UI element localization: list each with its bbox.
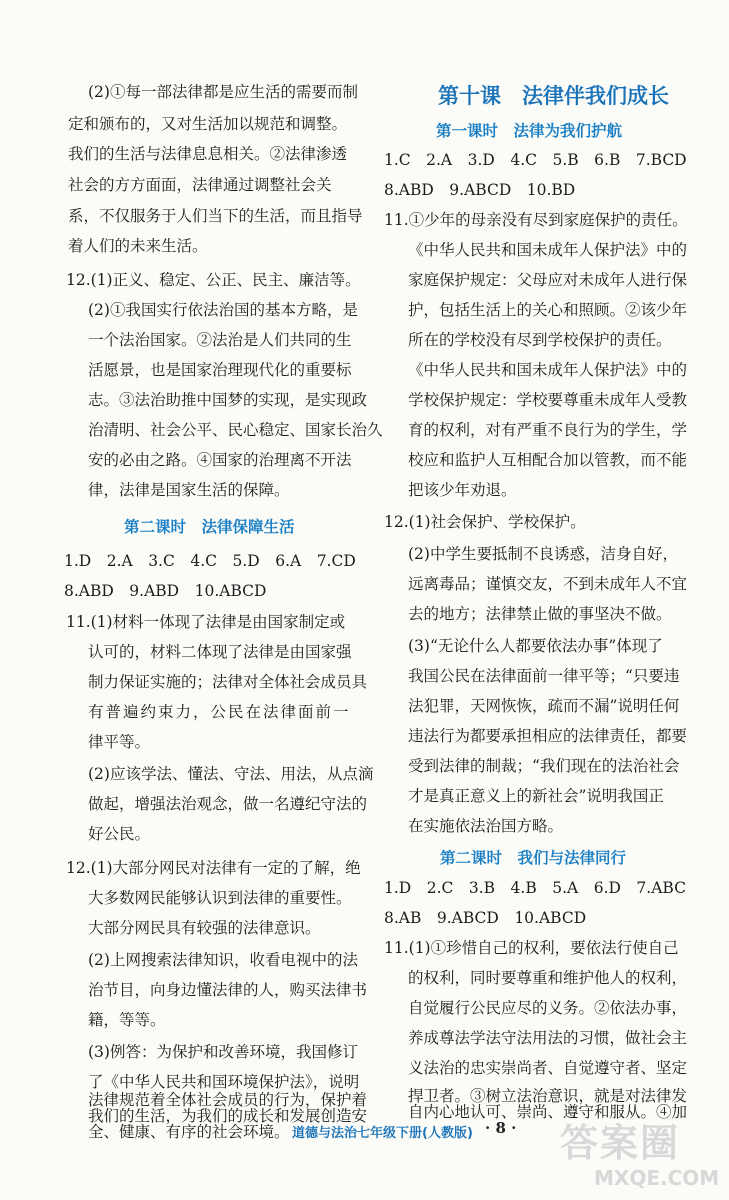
text-line: 自内心地认可、崇尚、遵守和服从。④加: [408, 1103, 688, 1121]
text-line: 安的必由之路。④国家的治理离不开法: [88, 451, 352, 469]
text-line: 全、健康、有序的社会环境。: [88, 1123, 290, 1141]
text-line: 12.(1)大部分网民对法律有一定的了解，绝: [66, 859, 361, 877]
text-line: 12.(1)社会保护、学校保护。: [384, 513, 586, 531]
text-line: 的权利，同时要尊重和维护他人的权利，: [408, 969, 688, 987]
text-line: 治节目，向身边懂法律的人，购买法律书: [88, 981, 368, 999]
text-line: 我们的生活与法律息息相关。②法律渗透: [68, 145, 348, 163]
text-line: 定和颁布的，又对生活加以规范和调整。: [68, 115, 348, 133]
text-line: 社会的方方面面，法律通过调整社会关: [68, 176, 332, 194]
watermark-logo-text: 答案圈: [560, 1121, 681, 1165]
text-line: (2)①我国实行依法治国的基本方略，是: [88, 301, 358, 319]
text-line: 育的权利，对有严重不良行为的学生，学: [408, 421, 688, 439]
text-line: (2)应该学法、懂法、守法、用法，从点滴: [88, 765, 374, 783]
text-line: 制力保证实施的；法律对全体社会成员具: [88, 673, 368, 691]
text-line: 了《中华人民共和国环境保护法》，说明: [88, 1073, 360, 1091]
page-number: · 8 ·: [485, 1119, 517, 1137]
text-line: 大部分网民具有较强的法律意识。: [88, 919, 321, 937]
text-line: 有普遍约束力，公民在法律面前一: [88, 703, 351, 721]
text-line: 治清明、社会公平、民心稳定、国家长治久: [88, 421, 383, 439]
text-line: (3)例答：为保护和改善环境，我国修订: [88, 1043, 358, 1061]
text-line: 《中华人民共和国未成年人保护法》中的: [408, 361, 688, 379]
text-line: 大多数网民能够认识到法律的重要性。: [88, 889, 352, 907]
text-line: 学校保护规定：学校要尊重未成年人受教: [408, 391, 688, 409]
answer-line: 1.D 2.C 3.B 4.B 5.A 6.D 7.ABC: [384, 879, 686, 897]
text-line: 义法治的忠实崇尚者、自觉遵守者、坚定: [408, 1059, 688, 1077]
text-line: 一个法治国家。②法治是人们共同的生: [88, 331, 352, 349]
text-line: 违法行为都要承担相应的法律责任，都要: [408, 727, 688, 745]
text-line: (2)上网搜索法律知识，收看电视中的法: [88, 951, 358, 969]
text-line: 律平等。: [88, 733, 151, 751]
text-line: 志。③法治助推中国梦的实现，是实现政: [88, 391, 368, 409]
text-line: 去的地方；法律禁止做的事坚决不做。: [408, 605, 672, 623]
text-line: 在实施依法治国方略。: [408, 817, 564, 835]
text-line: 所在的学校没有尽到学校保护的责任。: [408, 331, 672, 349]
lesson-title: 第十课 法律伴我们成长: [438, 84, 669, 108]
answer-line: 8.ABD 9.ABCD 10.BD: [384, 181, 576, 199]
text-line: 籍，等等。: [88, 1011, 166, 1029]
text-line: 护，包括生活上的关心和照顾。②该少年: [408, 301, 688, 319]
text-line: 家庭保护规定：父母应对未成年人进行保: [408, 271, 688, 289]
text-line: 才是真正意义上的新社会”说明我国正: [408, 787, 664, 805]
text-line: 校应和监护人互相配合加以管教，而不能: [408, 451, 688, 469]
text-line: 捍卫者。③树立法治意识，就是对法律发: [408, 1087, 688, 1105]
watermark-url: MXQE.COM: [594, 1166, 720, 1190]
text-line: 11.(1)①珍惜自己的权利，要依法行使自己: [384, 939, 679, 957]
text-line: 《中华人民共和国未成年人保护法》中的: [408, 241, 688, 259]
text-line: 活愿景，也是国家治理现代化的重要标: [88, 361, 352, 379]
section-title: 第二课时 法律保障生活: [124, 518, 295, 536]
text-line: 做起，增强法治观念，做一名遵纪守法的: [88, 795, 368, 813]
text-line: (2)中学生要抵制不良诱惑，洁身自好，: [408, 545, 678, 563]
text-line: 我们的生活，为我们的成长和发展创造安: [88, 1107, 368, 1125]
text-line: 自觉履行公民应尽的义务。②依法办事，: [408, 999, 688, 1017]
text-line: 11.(1)材料一体现了法律是由国家制定或: [66, 613, 346, 631]
text-line: 认可的，材料二体现了法律是由国家强: [88, 643, 352, 661]
text-line: 法律规范着全体社会成员的行为，保护着: [88, 1091, 368, 1109]
text-line: 律，法律是国家生活的保障。: [88, 481, 290, 499]
answer-line: 8.ABD 9.ABD 10.ABCD: [64, 582, 267, 600]
answer-line: 8.AB 9.ABCD 10.ABCD: [384, 909, 587, 927]
section-title: 第一课时 法律为我们护航: [436, 122, 623, 140]
text-line: 12.(1)正义、稳定、公正、民主、廉洁等。: [66, 271, 361, 289]
text-line: 把该少年劝退。: [408, 481, 517, 499]
text-line: 系，不仅服务于人们当下的生活，而且指导: [68, 207, 363, 225]
text-line: 11.①少年的母亲没有尽到家庭保护的责任。: [384, 211, 688, 229]
text-line: 远离毒品；谨慎交友，不到未成年人不宜: [408, 575, 688, 593]
footer-book-title: 道德与法治七年级下册(人教版): [292, 1126, 473, 1141]
text-line: 法犯罪，天网恢恢，疏而不漏”说明任何: [408, 697, 680, 715]
text-line: (2)①每一部法律都是应生活的需要而制: [88, 83, 358, 101]
section-title: 第二课时 我们与法律同行: [440, 849, 627, 867]
answer-line: 1.C 2.A 3.D 4.C 5.B 6.B 7.BCD: [384, 151, 687, 169]
text-line: 好公民。: [88, 825, 151, 843]
watermark-logo: [560, 1112, 720, 1198]
text-line: (3)“无论什么人都要依法办事”体现了: [408, 637, 663, 655]
text-line: 着人们的未来生活。: [68, 237, 208, 255]
text-line: 受到法律的制裁；“我们现在的法治社会: [408, 757, 680, 775]
text-line: 我国公民在法律面前一律平等；“只要违: [408, 667, 680, 685]
answer-line: 1.D 2.A 3.C 4.C 5.D 6.A 7.CD: [64, 552, 356, 570]
text-line: 养成尊法学法守法用法的习惯，做社会主: [408, 1029, 688, 1047]
